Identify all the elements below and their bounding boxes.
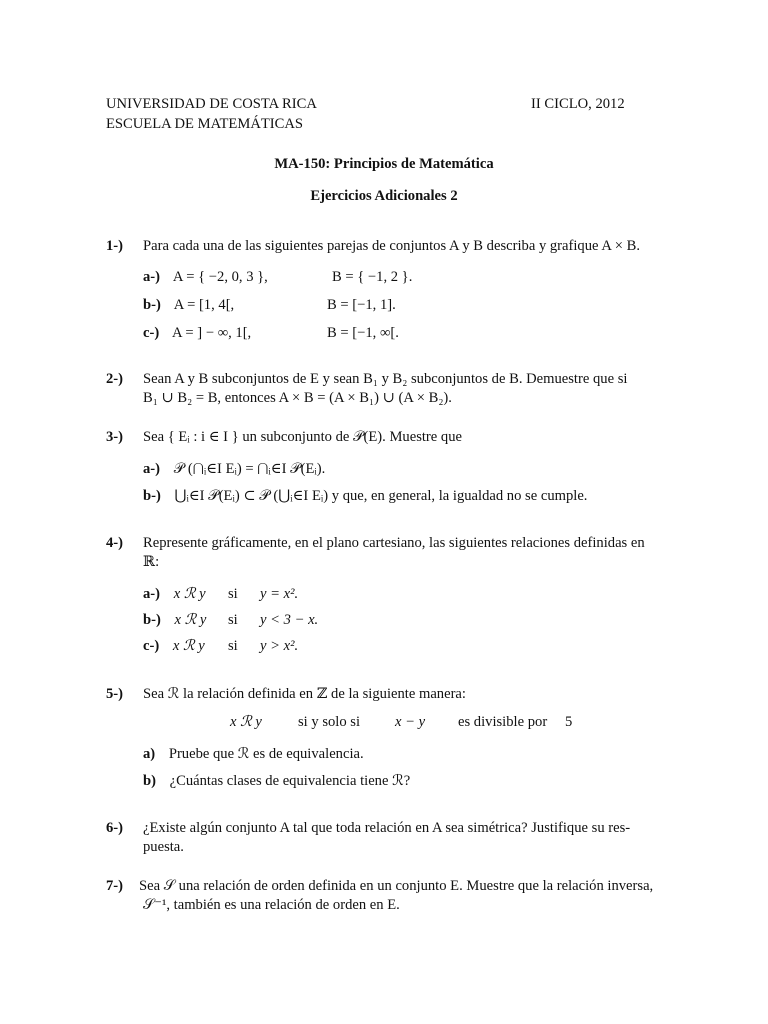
problem-line-1: Sean A y B subconjuntos de E y sean B₁ y B₂ subconjuntos de B. Demuestre que si [143, 371, 628, 387]
item-label: c-) [143, 638, 160, 654]
relation: x ℛ y [172, 638, 205, 654]
cycle-label: II CICLO, 2012 [531, 96, 625, 112]
problem-number: 3-) [106, 429, 124, 445]
problem-line-1: ¿Existe algún conjunto A tal que toda relación en A sea simétrica? Justifique su res- [143, 820, 631, 836]
problem-item [143, 487, 587, 506]
problem-number: 6-) [106, 820, 124, 836]
si-word: si [228, 612, 238, 628]
problem-number: 5-) [106, 686, 124, 702]
sheet-title: Ejercicios Adicionales 2 [310, 188, 458, 204]
university-name: UNIVERSIDAD DE COSTA RICA [106, 96, 317, 112]
problem-item [143, 324, 251, 343]
def-divisible: es divisible por [458, 714, 548, 730]
problem-item [143, 296, 234, 315]
item-text: ¿Cuántas clases de equivalencia tiene ℛ? [169, 773, 411, 789]
item-text: Pruebe que ℛ es de equivalencia. [168, 746, 364, 762]
problem-item [143, 460, 325, 479]
problem-statement: Sea { Eᵢ : i ∈ I } un subconjunto de 𝒫(E). Muestre que [143, 429, 462, 445]
condition: y < 3 − x. [260, 612, 319, 628]
si-word: si [228, 586, 238, 602]
item-label: a-) [143, 461, 161, 477]
condition: y > x². [260, 638, 299, 654]
problem-line-2: ℝ: [143, 554, 160, 570]
item-label: a-) [143, 269, 161, 285]
problem-item [143, 745, 364, 764]
problem-statement: Para cada una de las siguientes parejas de conjuntos A y B describa y grafique A × B. [143, 238, 640, 254]
set-a: A = ] − ∞, 1[, [172, 325, 252, 341]
problem-line-1: Represente gráficamente, en el plano cartesiano, las siguientes relaciones definidas en [143, 535, 645, 551]
def-relation: x ℛ y [230, 714, 262, 730]
problem-item [143, 585, 206, 604]
problem-line-2: 𝒮⁻¹, también es una relación de orden en E. [143, 897, 400, 913]
item-label: b) [143, 773, 156, 789]
problem-number: 2-) [106, 371, 124, 387]
problem-item [143, 611, 206, 630]
set-b: B = [−1, ∞[. [327, 325, 399, 341]
course-title: MA-150: Principios de Matemática [274, 156, 494, 172]
item-label: c-) [143, 325, 160, 341]
item-label: b-) [143, 612, 161, 628]
def-number: 5 [565, 714, 573, 730]
set-a: A = { −2, 0, 3 }, [172, 269, 268, 285]
problem-line-1: Sea 𝒮 una relación de orden definida en un conjunto E. Muestre que la relación inversa, [139, 878, 654, 894]
si-word: si [228, 638, 238, 654]
problem-line-2: B₁ ∪ B₂ = B, entonces A × B = (A × B₁) ∪ (A × B₂). [143, 390, 452, 406]
item-text: 𝒫 (⋂ᵢ∈I Eᵢ) = ⋂ᵢ∈I 𝒫(Eᵢ). [173, 461, 326, 477]
problem-line-2: puesta. [143, 839, 184, 855]
problem-item [143, 268, 268, 287]
set-a: A = [1, 4[, [173, 297, 235, 313]
problem-item [143, 772, 410, 791]
set-b: B = [−1, 1]. [327, 297, 396, 313]
item-label: a) [143, 746, 156, 762]
problem-item [143, 637, 205, 656]
relation: x ℛ y [174, 612, 207, 628]
problem-statement: Sea ℛ la relación definida en ℤ de la siguiente manera: [143, 686, 466, 702]
def-expression: x − y [395, 714, 426, 730]
problem-number: 4-) [106, 535, 124, 551]
problem-number: 1-) [106, 238, 124, 254]
item-text: ⋃ᵢ∈I 𝒫(Eᵢ) ⊂ 𝒫 (⋃ᵢ∈I Eᵢ) y que, en general, la igualdad no se cumple. [174, 488, 588, 504]
def-iff: si y solo si [298, 714, 361, 730]
relation: x ℛ y [173, 586, 206, 602]
condition: y = x². [260, 586, 299, 602]
set-b: B = { −1, 2 }. [332, 269, 413, 285]
problem-number: 7-) [106, 878, 124, 894]
school-name: ESCUELA DE MATEMÁTICAS [106, 116, 304, 132]
item-label: b-) [143, 297, 161, 313]
item-label: b-) [143, 488, 161, 504]
item-label: a-) [143, 586, 161, 602]
